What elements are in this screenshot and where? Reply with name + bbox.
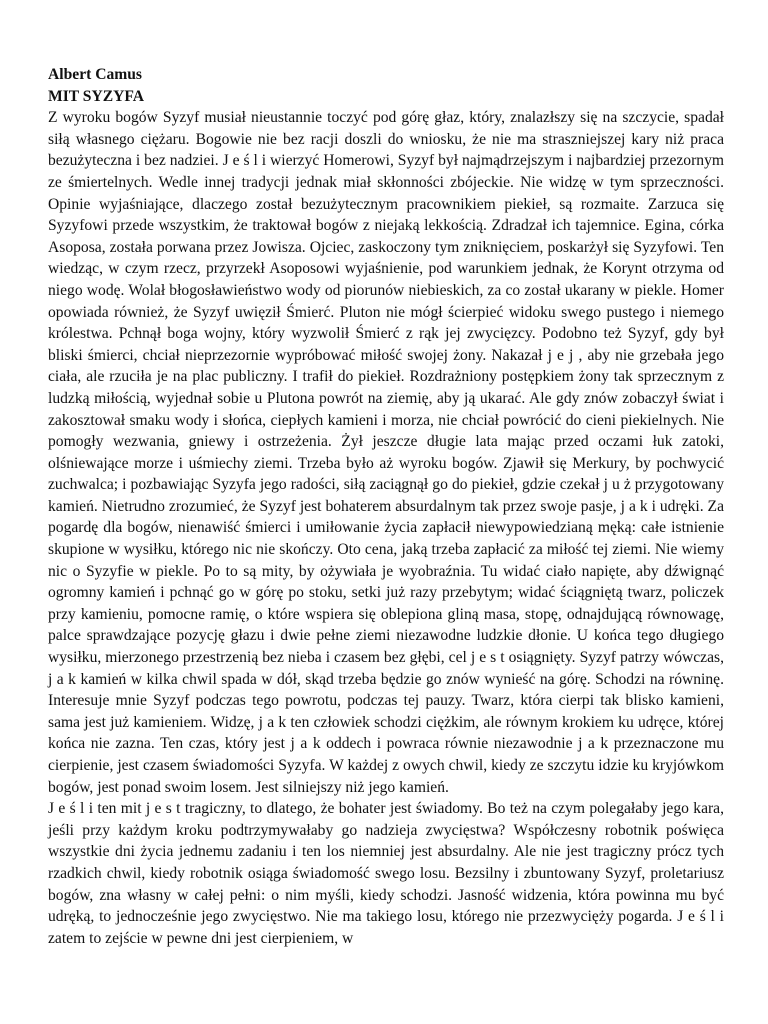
author-name: Albert Camus <box>48 66 142 83</box>
paragraph-1: Z wyroku bogów Syzyf musiał nieustannie toczyć pod górę głaz, który, znalazłszy się na szczycie, spadał siłą własnego ciężaru. Bogowie nie bez racji doszli do wniosku, że nie ma straszniejszej kary niż praca bezużyteczna i bez nadziei. J e ś l i wierzyć Homerowi, Syzyf był najmądrzejszym i najbardziej przezornym ze śmiertelnych. Wedle innej tradycji jednak miał skłonności zbójeckie. Nie widzę w tym sprzeczności. Opinie wyjaśniające, dlaczego został bezużytecznym pracownikiem piekieł, są rozmaite. Zarzuca się Syzyfowi przede wszystkim, że traktował bogów z niejaką lekkością. Zdradzał ich tajemnice. Egina, córka Asoposa, została porwana przez Jowisza. Ojciec, zaskoczony tym zniknięciem, poskarżył się Syzyfowi. Ten wiedząc, w czym rzecz, przyrzekł Asoposowi wyjaśnienie, pod warunkiem jednak, że Korynt otrzyma od niego wodę. Wolał błogosławieństwo wody od piorunów niebieskich, za co został ukarany w piekle. Homer opowiada również, że Syzyf uwięził Śmierć. Pluton nie mógł ścierpieć widoku swego pustego i niemego królestwa. Pchnął boga wojny, który wyzwolił Śmierć z rąk jej zwycięzcy. Podobno też Syzyf, gdy był bliski śmierci, chciał nieprzezornie wypróbować miłość swojej żony. Nakazał j e j , aby nie grzebała jego ciała, ale rzuciła je na plac publiczny. I trafił do piekieł. Rozdrażniony postępkiem żony tak sprzecznym z ludzką miłością, wyjednał sobie u Plutona powrót na ziemię, aby ją ukarać. Ale gdy znów zobaczył świat i zakosztował smaku wody i słońca, ciepłych kamieni i morza, nie chciał powrócić do cieni piekielnych. Nie pomogły wezwania, gniewy i ostrzeżenia. Żył jeszcze długie lata mając przed oczami łuk zatoki, olśniewające morze i uśmiechy ziemi. Trzeba było aż wyroku bogów. Zjawił się Merkury, by pochwycić zuchwalca; i pozbawiając Syzyfa jego radości, siłą zaciągnął go do piekieł, gdzie czekał j u ż przygotowany kamień. Nietrudno zrozumieć, że Syzyf jest bohaterem absurdalnym tak przez swoje pasje, j a k i udręki. Za pogardę dla bogów, nienawiść śmierci i umiłowanie życia zapłacił niewypowiedzianą męką: całe istnienie skupione w wysiłku, którego nic nie skończy. Oto cena, jaką trzeba zapłacić za miłość tej ziemi. Nie wiemy nic o Syzyfie w piekle. Po to są mity, by ożywiała je wyobraźnia. Tu widać ciało napięte, aby dźwignąć ogromny kamień i pchnąć go w górę po stoku, setki już razy przebytym; widać ściągniętą twarz, policzek przy kamieniu, pomocne ramię, o które wspiera się oblepiona gliną masa, stopę, odnajdującą równowagę, palce sprawdzające pozycję głazu i dwie pełne ziemi niezawodne ludzkie dłonie. U końca tego długiego wysiłku, mierzonego przestrzenią bez nieba i czasem bez głębi, cel j e s t osiągnięty. Syzyf patrzy wówczas, j a k kamień w kilka chwil spada w dół, skąd trzeba będzie go znów wynieść na górę. Schodzi na równinę. Interesuje mnie Syzyf podczas tego powrotu, podczas tej pauzy. Twarz, która cierpi tak blisko kamieni, sama jest już kamieniem. Widzę, j a k ten człowiek schodzi ciężkim, ale równym krokiem ku udręce, której końca nie zazna. Ten czas, który jest j a k oddech i powraca równie niezawodnie j a k przeznaczone mu cierpienie, jest czasem świadomości Syzyfa. W każdej z owych chwil, kiedy ze szczytu idzie ku kryjówkom bogów, jest ponad swoim losem. Jest silniejszy niż jego kamień. <box>48 109 724 796</box>
paragraph-2: J e ś l i ten mit j e s t tragiczny, to dlatego, że bohater jest świadomy. Bo też na czym polegałaby jego kara, jeśli przy każdym kroku podtrzymywałaby go nadzieja zwycięstwa? Współczesny robotnik poświęca wszystkie dni życia jednemu zadaniu i ten los niemniej jest absurdalny. Ale nie jest tragiczny prócz tych rzadkich chwil, kiedy robotnik osiąga świadomość swego losu. Bezsilny i zbuntowany Syzyf, proletariusz bogów, zna własny w całej pełni: o nim myśli, kiedy schodzi. Jasność widzenia, która powinna mu być udręką, to jednocześnie jego zwycięstwo. Nie ma takiego losu, którego nie przezwycięży pogarda. J e ś l i zatem to zejście w pewne dni jest cierpieniem, w <box>48 800 724 947</box>
document-page <box>48 64 724 949</box>
document-title: MIT SYZYFA <box>48 87 145 105</box>
